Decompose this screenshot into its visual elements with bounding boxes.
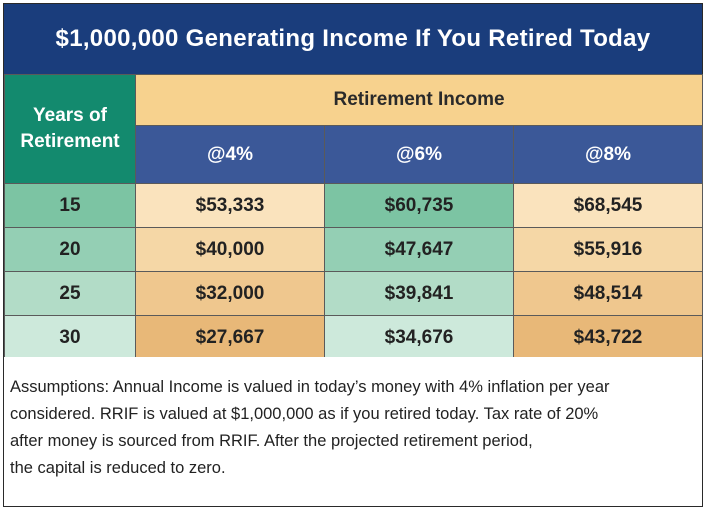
assumptions-line: considered. RRIF is valued at $1,000,000 as if you retired today. Tax rate of 20% [10, 405, 599, 423]
table-row [5, 272, 703, 316]
income-cell: $53,333 [136, 184, 325, 228]
income-cell: $39,841 [325, 272, 514, 316]
table-row [5, 184, 703, 228]
income-cell: $47,647 [325, 228, 514, 272]
income-cell: $43,722 [514, 316, 703, 360]
assumptions-note [4, 357, 702, 506]
assumptions-line: after money is sourced from RRIF. After the projected retirement period, [10, 432, 533, 450]
income-cell: $32,000 [136, 272, 325, 316]
table-row [5, 228, 703, 272]
income-table-card [3, 3, 703, 507]
table-row [5, 316, 703, 360]
rate-header-6: @6% [325, 126, 514, 184]
retirement-income-header: Retirement Income [136, 75, 703, 126]
assumptions-line: the capital is reduced to zero. [10, 459, 226, 477]
income-cell: $48,514 [514, 272, 703, 316]
rate-header-4: @4% [136, 126, 325, 184]
years-cell: 25 [5, 272, 136, 316]
years-cell: 15 [5, 184, 136, 228]
assumptions-line: Assumptions: Annual Income is valued in today’s money with 4% inflation per year [10, 378, 610, 396]
income-cell: $40,000 [136, 228, 325, 272]
years-cell: 20 [5, 228, 136, 272]
income-cell: $55,916 [514, 228, 703, 272]
income-cell: $27,667 [136, 316, 325, 360]
years-cell: 30 [5, 316, 136, 360]
income-cell: $60,735 [325, 184, 514, 228]
rate-header-8: @8% [514, 126, 703, 184]
years-header-line1: Years of [33, 105, 107, 126]
years-column-header [5, 75, 136, 184]
table-title: $1,000,000 Generating Income If You Retired Today [4, 4, 702, 74]
income-table [4, 74, 703, 360]
income-cell: $68,545 [514, 184, 703, 228]
years-header-line2: Retirement [20, 131, 120, 152]
income-cell: $34,676 [325, 316, 514, 360]
